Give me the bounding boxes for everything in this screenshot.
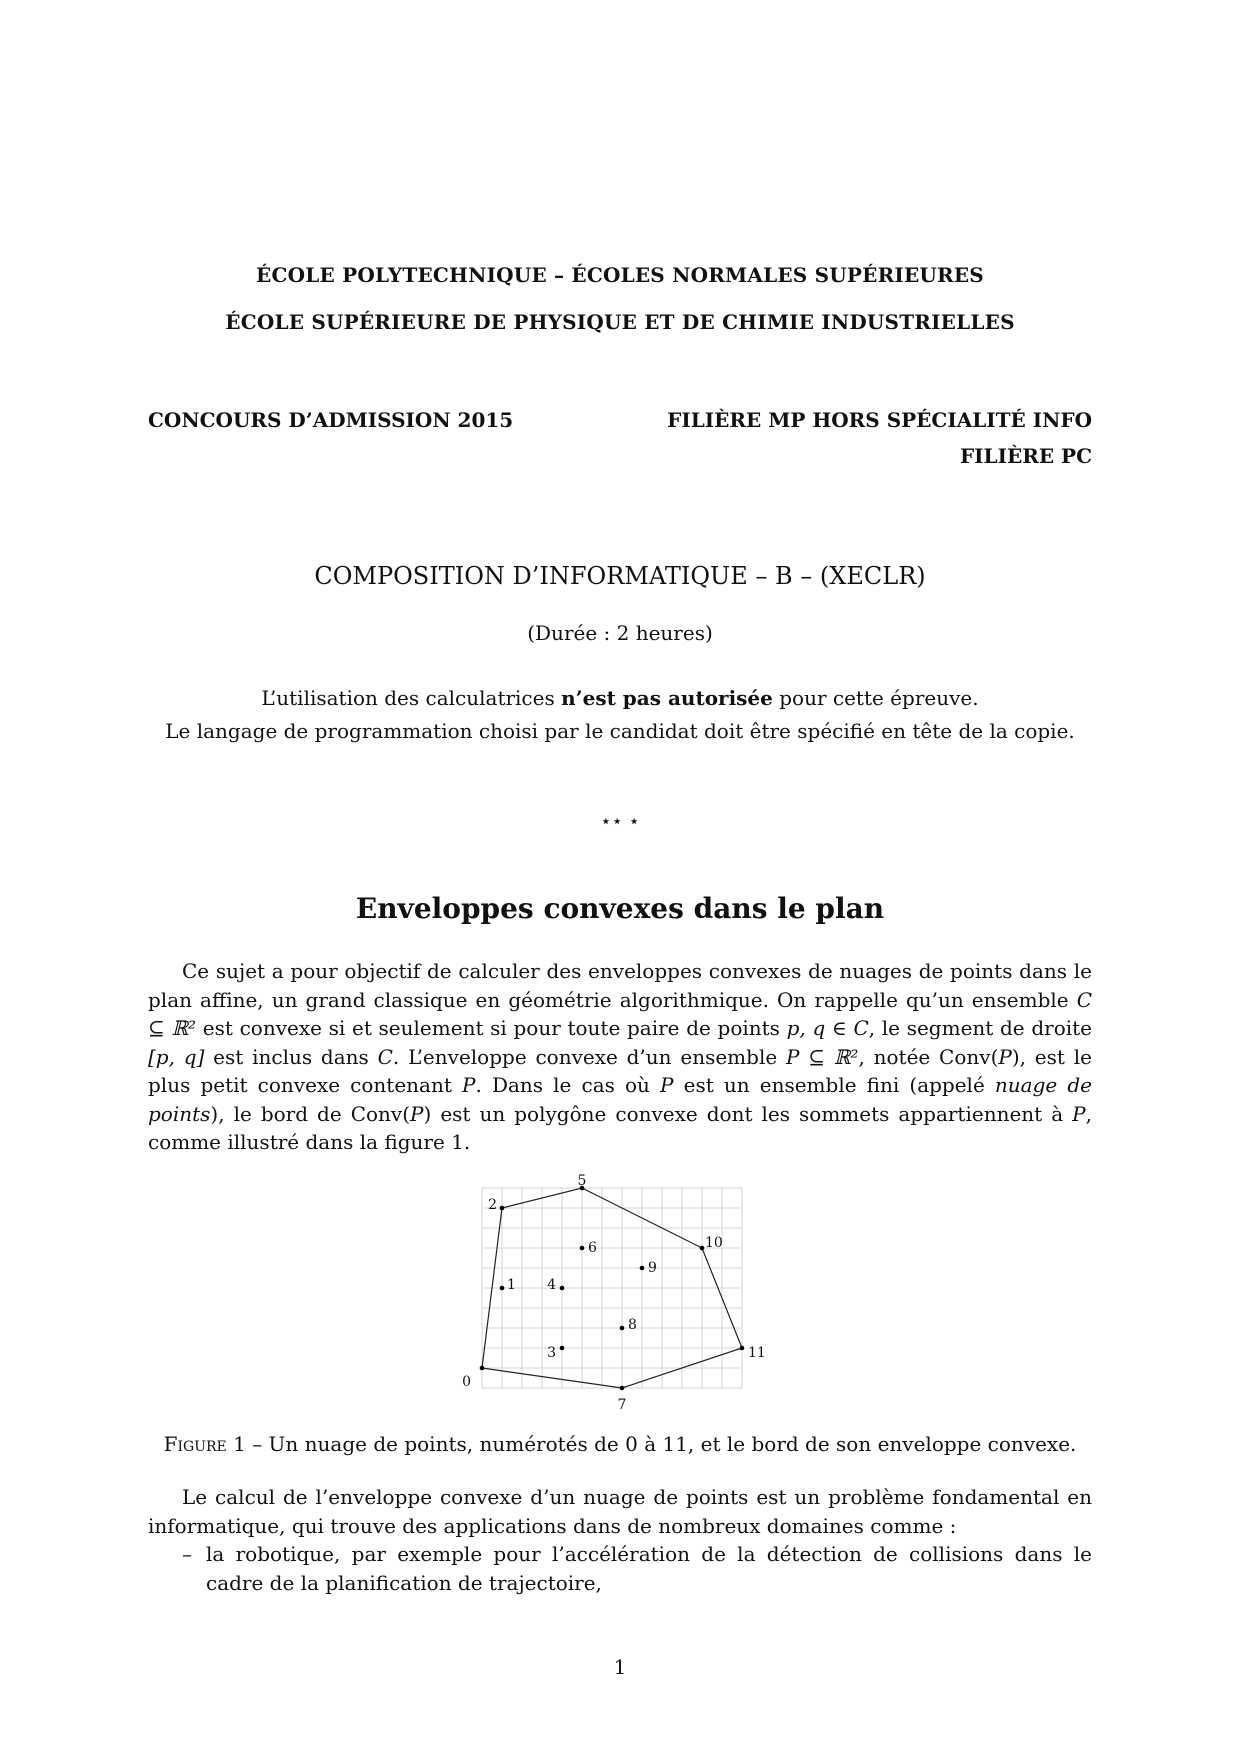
list-item-text: la robotique, par exemple pour l’accélération de la détection de collisions dans le cadre de la planification de trajectoire, (206, 1542, 1092, 1595)
point-8 (620, 1326, 625, 1331)
point-label-3: 3 (547, 1345, 556, 1361)
intro-text: est inclus dans (204, 1044, 378, 1069)
figure-caption-label: Figure 1 (163, 1432, 246, 1456)
filiere-pc: FILIÈRE PC (959, 444, 1092, 468)
calculator-note-c: pour cette épreuve. (772, 686, 979, 710)
intro-text: , comme illustré dans la figure 1. (148, 1101, 1092, 1154)
section-title: Enveloppes convexes dans le plan (355, 892, 885, 925)
intro-math: p, q ∈ C (786, 1016, 869, 1040)
intro-math: C ⊆ ℝ² (148, 987, 1092, 1040)
intro-math: P (660, 1073, 674, 1097)
point-1 (500, 1286, 505, 1291)
intro-math: P ⊆ ℝ² (785, 1044, 859, 1069)
intro-text: ) est un polygône convexe dont les sommets appartiennent à (423, 1101, 1073, 1126)
intro-text: Ce sujet a pour objectif de calculer des enveloppes convexes de nuages de points dans le plan affine, un grand classique en géométrie algorithmique. On rappelle qu’un ensemble (148, 959, 1092, 1012)
intro-text: , le segment de droite (868, 1016, 1093, 1040)
point-label-10: 10 (705, 1235, 723, 1251)
list-item (148, 1540, 1092, 1597)
list-dash: – (182, 1542, 192, 1566)
calculator-note-bold: n’est pas autorisée (561, 686, 773, 710)
intro-text: . Dans le cas où (475, 1073, 661, 1097)
point-9 (640, 1266, 645, 1271)
intro-text: . L’enveloppe convexe d’un ensemble (392, 1044, 786, 1069)
intro-text: ), le bord de Conv( (210, 1101, 411, 1126)
point-label-4: 4 (547, 1277, 556, 1293)
exam-title: COMPOSITION D’INFORMATIQUE – B – (XECLR) (314, 562, 926, 590)
school-line-1: ÉCOLE POLYTECHNIQUE – ÉCOLES NORMALES SUPÉRIEURES (256, 263, 984, 287)
applications-list (148, 1540, 1092, 1597)
intro-text: est convexe si et seulement si pour toute paire de points (196, 1016, 787, 1040)
intro-paragraph (148, 957, 1092, 1157)
stars-separator: ⋆⋆ ⋆ (600, 811, 640, 832)
intro-math: P (462, 1073, 476, 1097)
point-6 (580, 1246, 585, 1251)
point-3 (560, 1346, 565, 1351)
point-label-8: 8 (628, 1317, 637, 1333)
language-note: Le langage de programmation choisi par le candidat doit être spécifié en tête de la copie. (165, 719, 1075, 743)
point-label-6: 6 (588, 1240, 597, 1256)
figure-caption-text: – Un nuage de points, numérotés de 0 à 11, et le bord de son enveloppe convexe. (245, 1432, 1077, 1456)
intro-math: P (410, 1101, 424, 1126)
point-10 (700, 1246, 705, 1251)
point-label-0: 0 (462, 1374, 471, 1390)
school-line-2: ÉCOLE SUPÉRIEURE DE PHYSIQUE ET DE CHIMIE INDUSTRIELLES (225, 310, 1015, 334)
point-label-11: 11 (748, 1345, 766, 1361)
figure-caption (0, 1432, 1240, 1456)
point-label-2: 2 (488, 1197, 497, 1213)
calculator-note (0, 686, 1240, 710)
intro-math: [p, q] (148, 1044, 205, 1069)
point-label-1: 1 (507, 1277, 516, 1293)
intro-text: , notée Conv( (858, 1044, 999, 1069)
point-label-5: 5 (577, 1173, 587, 1189)
page-number: 1 (613, 1655, 627, 1679)
applications-intro: Le calcul de l’enveloppe convexe d’un nuage de points est un problème fondamental en informatique, qui trouve des applications dans de nombreux domaines comme : (148, 1485, 1092, 1538)
point-2 (500, 1206, 505, 1211)
intro-math: P (1072, 1101, 1086, 1126)
point-label-9: 9 (648, 1260, 657, 1276)
point-label-7: 7 (617, 1397, 627, 1410)
filiere-mp: FILIÈRE MP HORS SPÉCIALITÉ INFO (667, 408, 1092, 432)
exam-duration: (Durée : 2 heures) (527, 621, 713, 645)
point-7 (620, 1386, 625, 1391)
intro-text: ), est le plus petit convexe contenant (148, 1044, 1092, 1097)
point-4 (560, 1286, 565, 1291)
point-11 (740, 1346, 745, 1351)
point-0 (480, 1366, 485, 1371)
convex-hull-figure (460, 1170, 780, 1410)
applications-paragraph (148, 1483, 1092, 1597)
calculator-note-a: L’utilisation des calculatrices (261, 686, 562, 710)
intro-text: est un ensemble fini (appelé (673, 1073, 995, 1097)
intro-emphasis: nuage de points (148, 1073, 1092, 1126)
intro-math: P (998, 1044, 1012, 1069)
intro-math: C (377, 1044, 393, 1069)
concours-label: CONCOURS D’ADMISSION 2015 (148, 408, 514, 432)
